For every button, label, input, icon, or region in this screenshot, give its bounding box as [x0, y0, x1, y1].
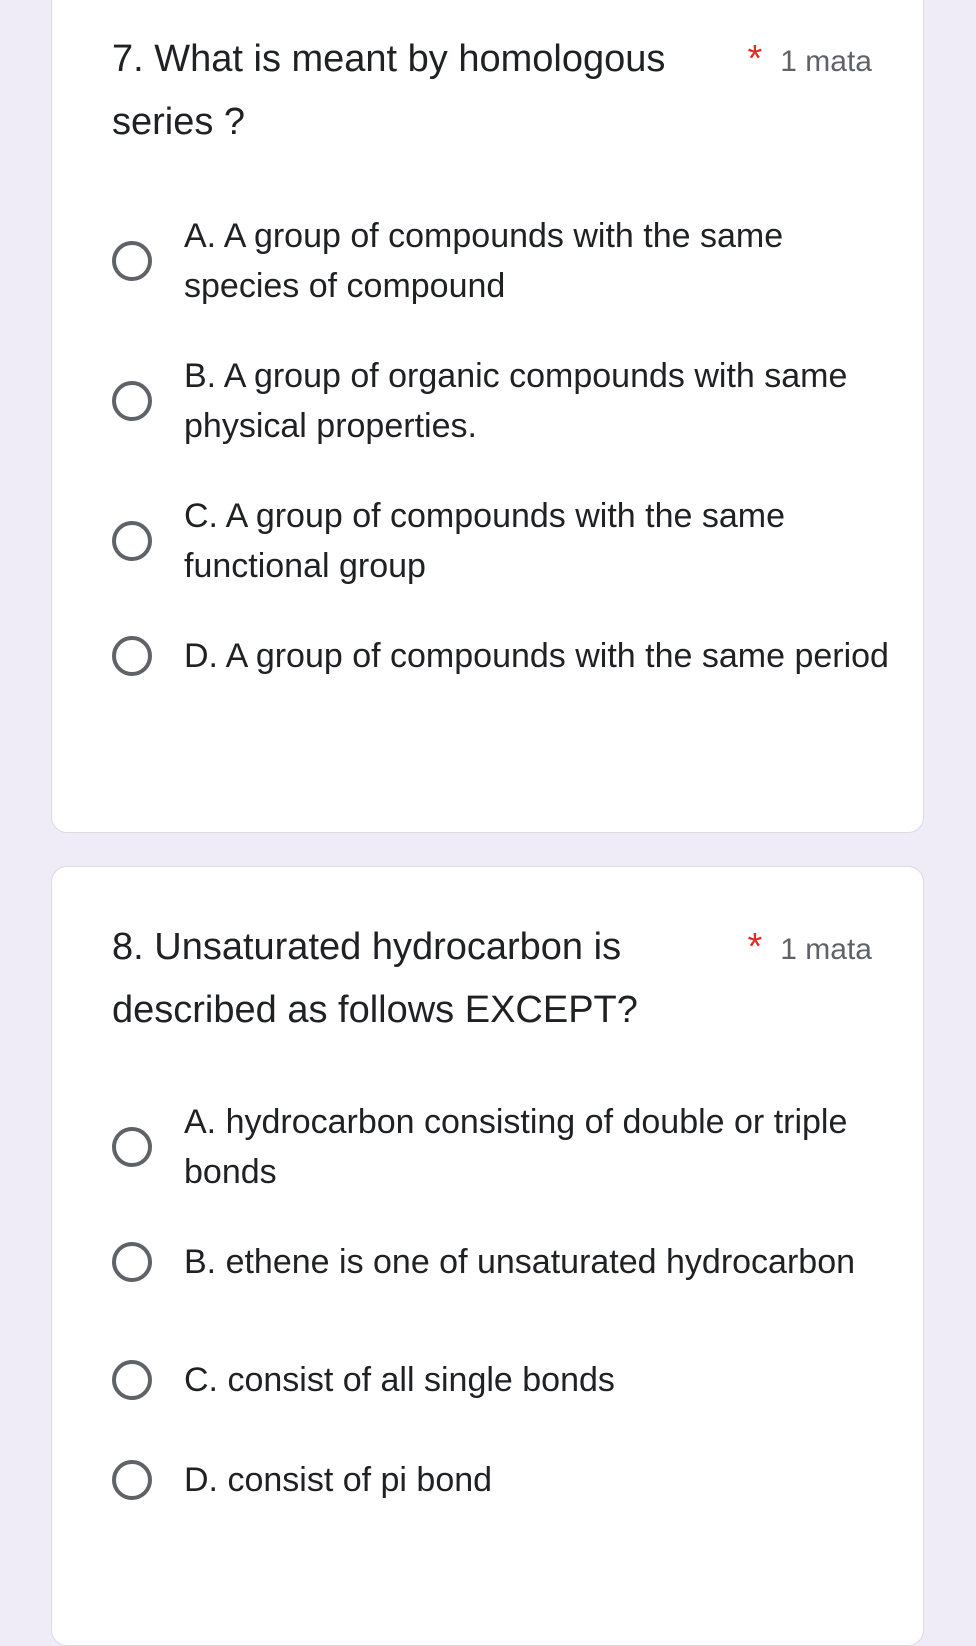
question-title-text: 8. Unsaturated hydrocarbon is: [112, 926, 622, 968]
option-d[interactable]: [112, 1455, 902, 1505]
option-a[interactable]: [112, 1097, 902, 1197]
question-title-text: 7. What is meant by homologous: [112, 38, 666, 80]
question-title: [112, 917, 872, 1040]
radio-button[interactable]: [112, 1360, 152, 1400]
radio-button[interactable]: [112, 1242, 152, 1282]
option-label: C. consist of all single bonds: [184, 1361, 615, 1399]
option-label: D. A group of compounds with the same period: [184, 637, 889, 675]
radio-button[interactable]: [112, 1460, 152, 1500]
option-b[interactable]: [112, 1237, 902, 1287]
question-title: [112, 29, 872, 152]
radio-button[interactable]: [112, 241, 152, 281]
radio-button[interactable]: [112, 636, 152, 676]
question-card-8: [51, 866, 924, 1646]
option-c[interactable]: [112, 1355, 902, 1405]
required-asterisk: *: [747, 926, 763, 968]
option-a[interactable]: [112, 211, 902, 311]
option-label: D. consist of pi bond: [184, 1461, 493, 1499]
option-label: C. A group of compounds with the same functional group: [184, 497, 786, 585]
option-label: B. ethene is one of unsaturated hydrocarbon: [184, 1243, 856, 1281]
option-label: A. hydrocarbon consisting of double or triple bonds: [184, 1103, 848, 1191]
option-b[interactable]: [112, 351, 902, 451]
question-title-continued: series ?: [112, 101, 246, 143]
radio-button[interactable]: [112, 521, 152, 561]
option-label: A. A group of compounds with the same species of compound: [184, 217, 784, 305]
option-c[interactable]: [112, 491, 902, 591]
radio-button[interactable]: [112, 1127, 152, 1167]
points-label: 1 mata: [780, 45, 872, 78]
question-title-continued: described as follows EXCEPT?: [112, 989, 638, 1031]
option-d[interactable]: [112, 631, 902, 681]
option-label: B. A group of organic compounds with same physical properties.: [184, 357, 848, 445]
radio-button[interactable]: [112, 381, 152, 421]
points-label: 1 mata: [780, 933, 872, 966]
required-asterisk: *: [747, 38, 763, 80]
question-card-7: [51, 0, 924, 833]
